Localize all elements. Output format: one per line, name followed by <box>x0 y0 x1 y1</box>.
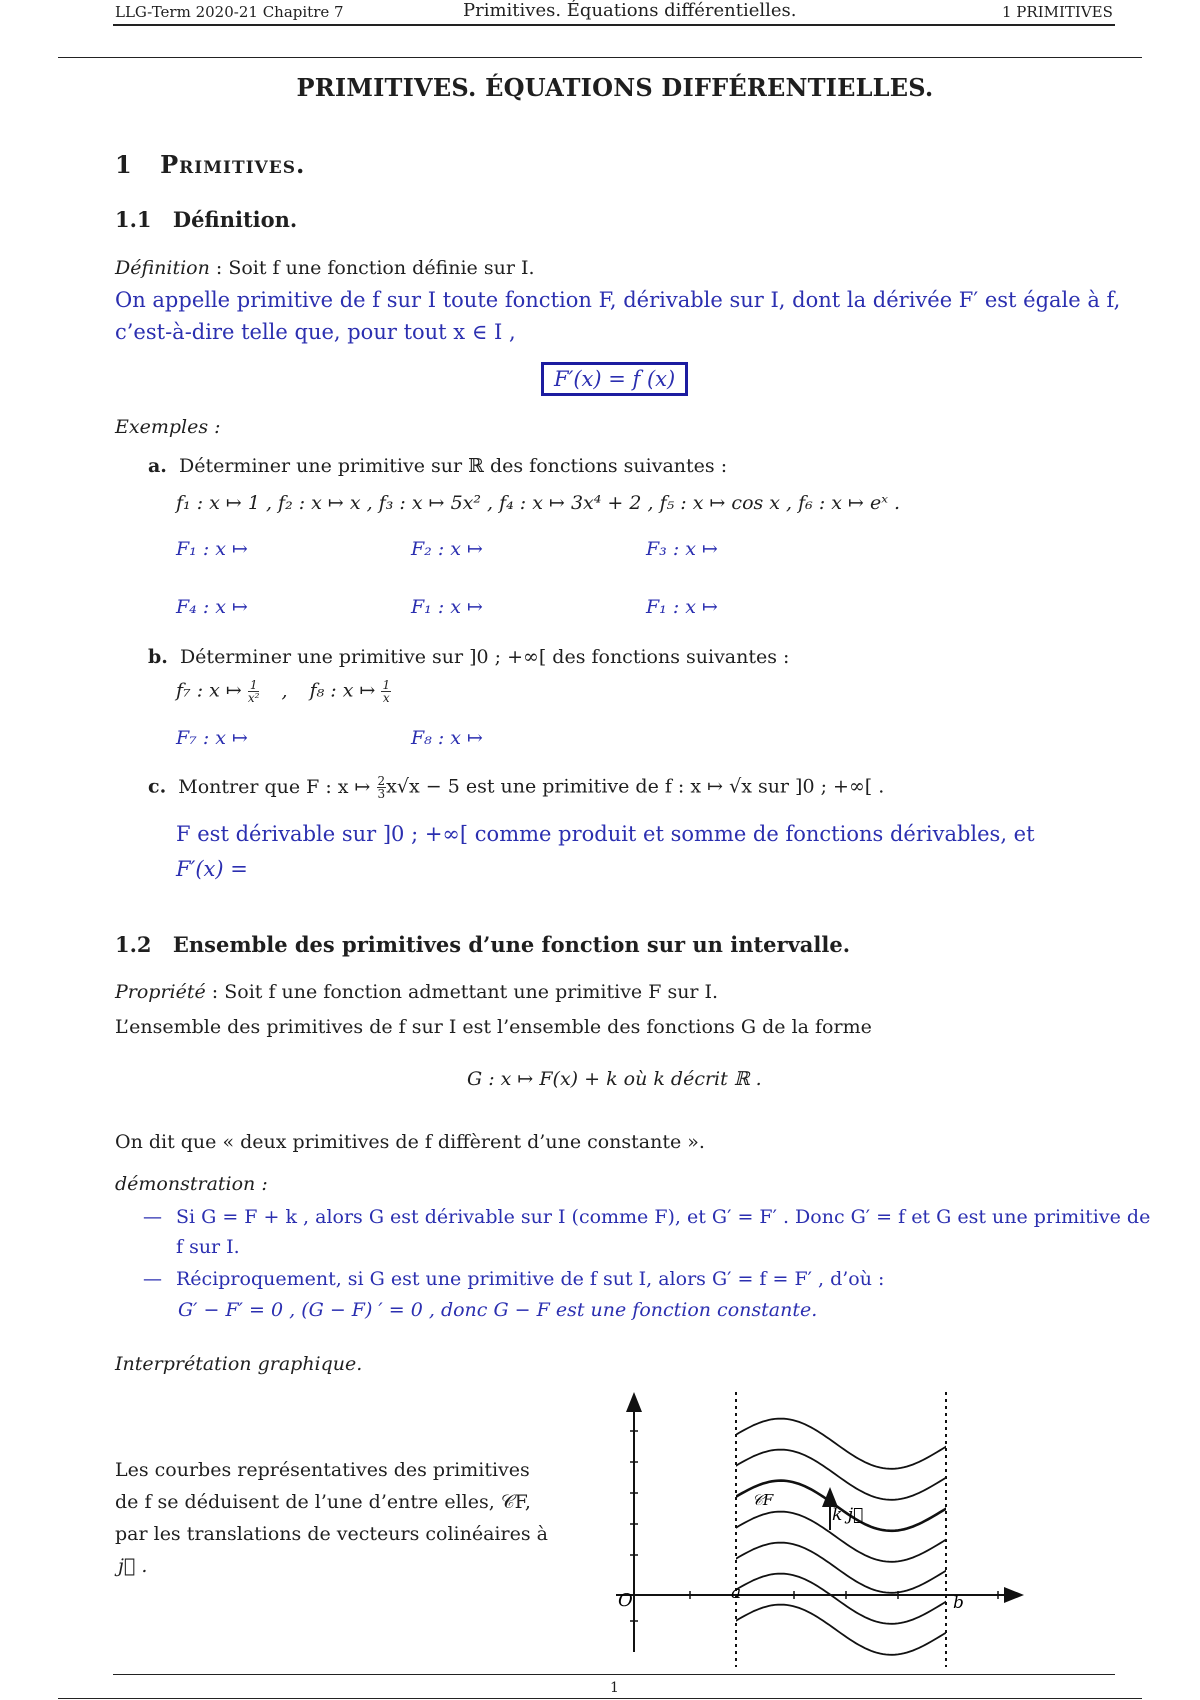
example-c-fraction: $\frac{2}{3}$ <box>377 774 386 801</box>
answer-F8: F₈ : x ↦ <box>411 727 483 749</box>
footer-rule <box>113 1674 1115 1675</box>
running-header-left: LLG-Term 2020-21 Chapitre 7 <box>115 3 344 21</box>
example-c <box>148 775 884 800</box>
property-intro-text: : Soit f une fonction admettant une primitive F sur I. <box>205 981 719 1003</box>
section-1-heading <box>115 150 305 179</box>
f8-label: f₈ : x ↦ <box>309 679 376 702</box>
definition-intro-text: : Soit f une fonction définie sur I. <box>209 257 535 279</box>
interpretation-line-2: de f se déduisent de l’une d’entre elles, 𝒞F, <box>115 1491 531 1513</box>
example-c-letter: c. <box>148 775 167 798</box>
demo-bullet-2: — <box>143 1268 162 1290</box>
demo-bullet-1: — <box>143 1206 162 1228</box>
bottom-rule <box>58 1698 1142 1699</box>
running-header-right: 1 PRIMITIVES <box>1002 3 1113 21</box>
primitive-curve <box>730 1543 955 1593</box>
answer-F1: F₁ : x ↦ <box>176 538 248 560</box>
answer-F6: F₁ : x ↦ <box>646 596 718 618</box>
definition-label: Définition <box>115 257 210 279</box>
f8-fraction: $\frac{1}{x}$ <box>382 678 391 705</box>
a-label: a <box>731 1583 742 1603</box>
example-a-functions: f₁ : x ↦ 1 , f₂ : x ↦ x , f₃ : x ↦ 5x² , f₄ : x ↦ 3x⁴ + 2 , f₅ : x ↦ cos x , f₆ : x ↦ eˣ . <box>176 492 901 514</box>
example-a-text: Déterminer une primitive sur ℝ des fonctions suivantes : <box>178 455 728 477</box>
subsection-1-2-heading <box>115 932 850 957</box>
page-title: PRIMITIVES. ÉQUATIONS DIFFÉRENTIELLES. <box>296 73 934 102</box>
answer-F2: F₂ : x ↦ <box>411 538 483 560</box>
interpretation-line-3: par les translations de vecteurs colinéaires à <box>115 1523 548 1545</box>
primitive-curve <box>730 1419 955 1469</box>
answer-F5: F₁ : x ↦ <box>411 596 483 618</box>
interpretation-line-1: Les courbes représentatives des primitives <box>115 1459 530 1481</box>
primitive-curve <box>730 1574 955 1624</box>
property-label: Propriété <box>115 981 206 1003</box>
example-a <box>148 455 727 477</box>
demo-item-1-line-1: Si G = F + k , alors G est dérivable sur I (comme F), et G′ = F′ . Donc G′ = f et G est une primitive de <box>176 1206 1151 1228</box>
example-b-letter: b. <box>148 646 168 668</box>
page-number: 1 <box>610 1680 619 1696</box>
example-c-answer-2: F′(x) = <box>176 857 248 881</box>
subsection-title: Définition. <box>172 207 298 232</box>
demonstration-label: démonstration : <box>115 1173 268 1195</box>
answer-F3: F₃ : x ↦ <box>646 538 718 560</box>
example-b-functions <box>176 679 391 704</box>
answer-F7: F₇ : x ↦ <box>176 727 248 749</box>
top-rule <box>58 57 1142 58</box>
running-header-center: Primitives. Équations différentielles. <box>463 0 797 21</box>
subsection-number: 1.2 <box>115 932 152 957</box>
f7-fraction: $\frac{1}{\text{x²}}$ <box>247 678 260 705</box>
property-line: L’ensemble des primitives de f sur I est l’ensemble des fonctions G de la forme <box>115 1016 872 1038</box>
demo-item-2-line-1: Réciproquement, si G est une primitive de f sut I, alors G′ = f = F′ , d’où : <box>176 1268 885 1290</box>
example-c-text-after: x√x − 5 est une primitive de f : x ↦ √x sur ]0 ; +∞[ . <box>386 775 885 798</box>
definition-line-1: On appelle primitive de f sur I toute fonction F, dérivable sur I, dont la dérivée F′ est égale à f, <box>115 288 1121 312</box>
property-intro <box>115 981 718 1003</box>
primitives-figure <box>610 1392 1030 1672</box>
separator: , <box>281 679 288 702</box>
subsection-title: Ensemble des primitives d’une fonction sur un intervalle. <box>172 932 851 957</box>
vector-label: k j⃗ <box>832 1505 864 1525</box>
subsection-1-1-heading <box>115 207 297 232</box>
property-formula: G : x ↦ F(x) + k où k décrit ℝ . <box>467 1068 762 1090</box>
example-c-answer-1: F est dérivable sur ]0 ; +∞[ comme produit et somme de fonctions dérivables, et <box>176 822 1035 846</box>
primitive-curve <box>730 1605 955 1655</box>
section-number: 1 <box>115 150 133 179</box>
interpretation-line-4: j⃗ . <box>118 1555 148 1577</box>
definition-line-2: c’est-à-dire telle que, pour tout x ∈ I , <box>115 320 516 344</box>
header-rule <box>113 24 1115 26</box>
subsection-number: 1.1 <box>115 207 152 232</box>
demo-item-1-line-2: f sur I. <box>176 1236 240 1258</box>
definition-intro <box>115 257 534 279</box>
example-b-text: Déterminer une primitive sur ]0 ; +∞[ des fonctions suivantes : <box>179 646 790 668</box>
answer-F4: F₄ : x ↦ <box>176 596 248 618</box>
interpretation-label: Interprétation graphique. <box>115 1353 363 1375</box>
examples-label: Exemples : <box>115 416 221 438</box>
example-a-letter: a. <box>148 455 167 477</box>
f7-label: f₇ : x ↦ <box>176 679 242 702</box>
origin-label: O <box>618 1590 633 1611</box>
property-note: On dit que « deux primitives de f diffèrent d’une constante ». <box>115 1131 705 1153</box>
example-b <box>148 646 789 668</box>
definition-formula-box: F′(x) = f (x) <box>541 362 688 396</box>
b-label: b <box>953 1593 964 1613</box>
curve-cf-label: 𝒞F <box>752 1491 774 1509</box>
example-c-text-before: Montrer que F : x ↦ <box>178 775 371 798</box>
section-title: Primitives. <box>160 150 306 179</box>
demo-item-2-line-2: G′ − F′ = 0 , (G − F) ′ = 0 , donc G − F est une fonction constante. <box>178 1299 818 1321</box>
